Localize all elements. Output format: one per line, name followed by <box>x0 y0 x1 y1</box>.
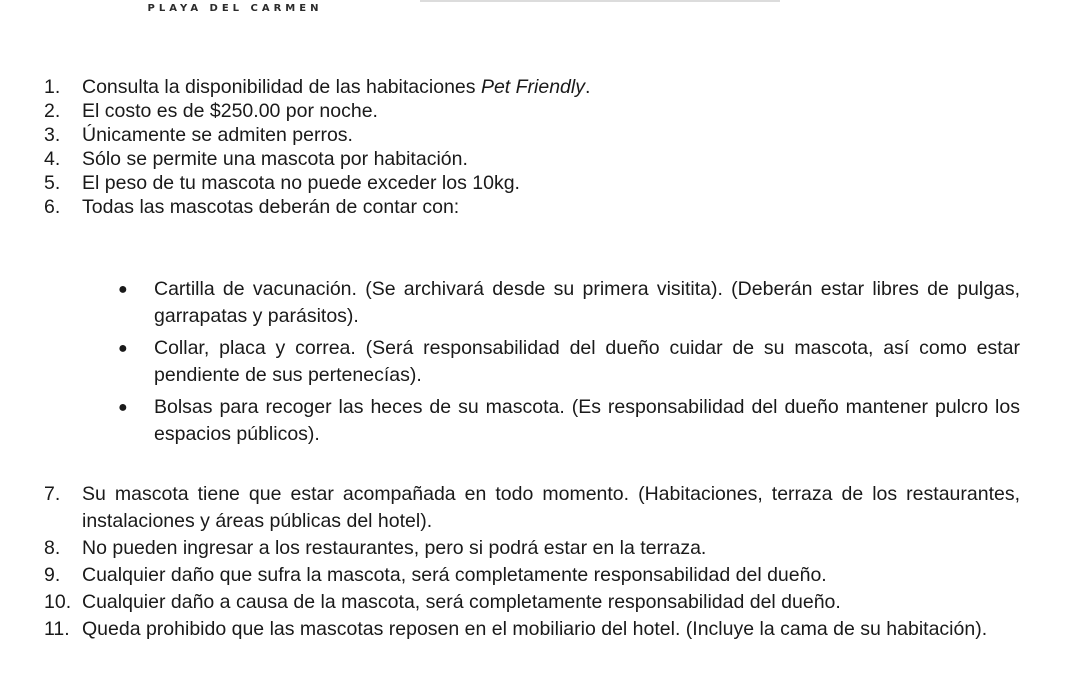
list-item-number: 9. <box>44 564 61 586</box>
list-item-text: Todas las mascotas deberán de contar con: <box>82 196 460 218</box>
list-item <box>44 616 1020 643</box>
list-item <box>44 171 1020 195</box>
list-item-text: El peso de tu mascota no puede exceder los 10kg. <box>82 172 520 194</box>
bullet-item <box>118 394 1020 448</box>
bullet-item <box>118 276 1020 330</box>
list-item-number: 7. <box>44 483 61 505</box>
list-item-number: 1. <box>44 76 61 98</box>
list-item <box>44 589 1020 616</box>
list-item-number: 10. <box>44 591 72 613</box>
rules-list-bottom <box>44 481 1020 643</box>
list-item <box>44 123 1020 147</box>
list-item-number: 3. <box>44 124 61 146</box>
hotel-logo-location: PLAYA DEL CARMEN <box>147 3 323 14</box>
list-item-text: Su mascota tiene que estar acompañada en todo momento. (Habitaciones, terraza de los restaurantes, instalaciones y áreas públicas del hotel). <box>82 483 1020 532</box>
list-item-text: Queda prohibido que las mascotas reposen en el mobiliario del hotel. (Incluye la cama de su habitación). <box>82 618 988 640</box>
header-faint-line <box>420 0 780 2</box>
bullet-icon: ● <box>118 281 128 298</box>
list-item <box>44 535 1020 562</box>
list-item <box>44 75 1020 99</box>
requirements-list <box>118 276 1020 453</box>
list-item-text: Sólo se permite una mascota por habitación. <box>82 148 468 170</box>
bullet-text: Bolsas para recoger las heces de su mascota. (Es responsabilidad del dueño mantener pulcro los espacios públicos). <box>154 396 1020 445</box>
bullet-text: Collar, placa y correa. (Será responsabilidad del dueño cuidar de su mascota, así como estar pendiente de sus pertenecías). <box>154 337 1020 386</box>
list-item-text: Consulta la disponibilidad de las habitaciones Pet Friendly. <box>82 76 591 98</box>
rules-list-top <box>44 75 1020 219</box>
hotel-logo <box>70 0 400 14</box>
list-item-number: 6. <box>44 196 61 218</box>
list-item-text: Únicamente se admiten perros. <box>82 124 353 146</box>
list-item-number: 11. <box>44 618 70 640</box>
list-item-number: 8. <box>44 537 61 559</box>
list-item-number: 4. <box>44 148 61 170</box>
list-item <box>44 147 1020 171</box>
bullet-icon: ● <box>118 340 128 357</box>
pet-friendly-emphasis: Pet Friendly <box>480 76 585 98</box>
list-item <box>44 481 1020 535</box>
bullet-icon: ● <box>118 399 128 416</box>
list-item-text: El costo es de $250.00 por noche. <box>82 100 378 122</box>
list-item <box>44 562 1020 589</box>
list-item-number: 2. <box>44 100 61 122</box>
bullet-text: Cartilla de vacunación. (Se archivará desde su primera visitita). (Deberán estar libres de pulgas, garrapatas y parásitos). <box>154 278 1020 327</box>
list-item-text: No pueden ingresar a los restaurantes, pero si podrá estar en la terraza. <box>82 537 707 559</box>
list-item <box>44 99 1020 123</box>
list-item-number: 5. <box>44 172 61 194</box>
list-item-text: Cualquier daño a causa de la mascota, será completamente responsabilidad del dueño. <box>82 591 841 613</box>
bullet-item <box>118 335 1020 389</box>
list-item <box>44 195 1020 219</box>
list-item-text: Cualquier daño que sufra la mascota, será completamente responsabilidad del dueño. <box>82 564 827 586</box>
